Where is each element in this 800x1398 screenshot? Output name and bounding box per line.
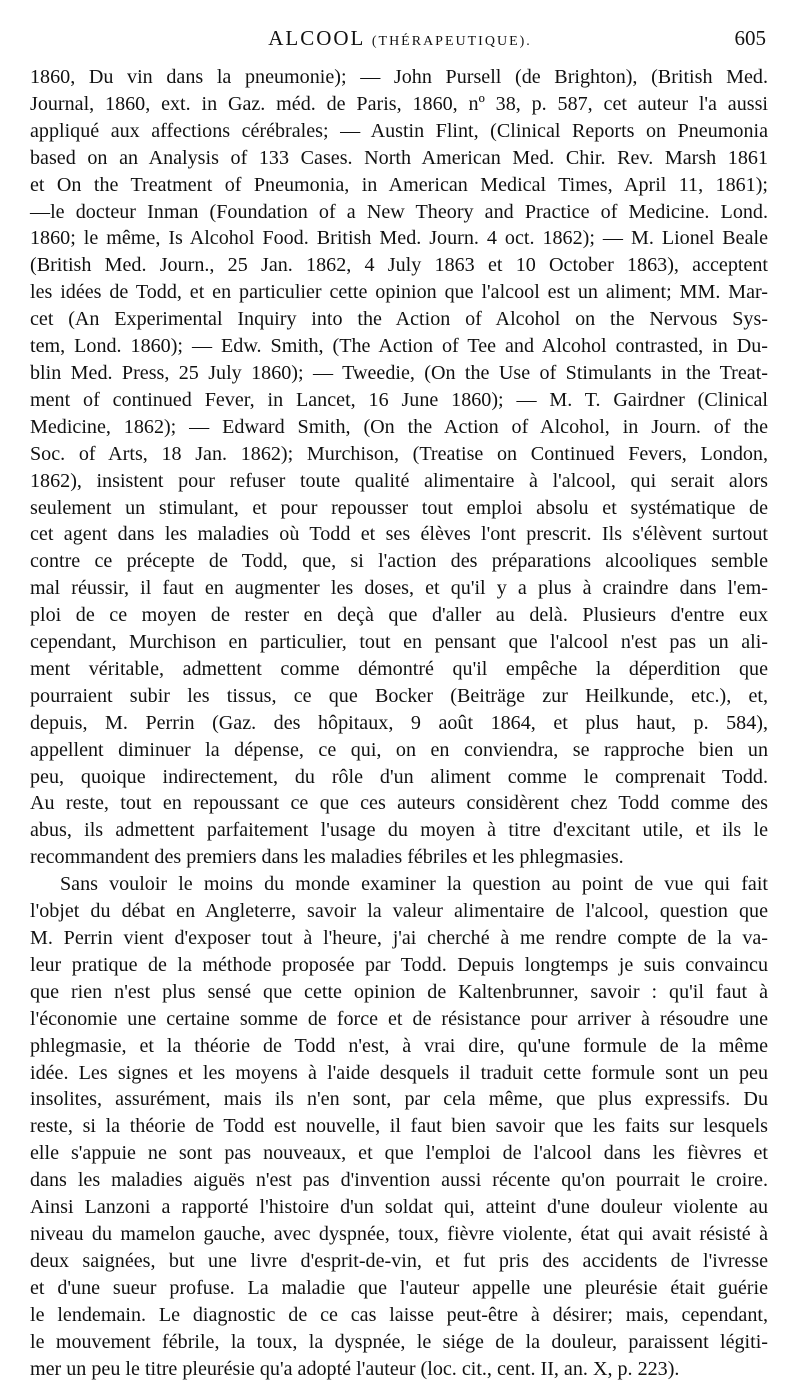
text-line: cet (An Experimental Inquiry into the Action of Alcohol on the Nervous Sys- [30, 308, 768, 331]
text-line: 1860; le même, Is Alcohol Food. British Med. Journ. 4 oct. 1862); — M. Lionel Beale [30, 227, 768, 250]
text-line: elle s'appuie ne sont pas nouveaux, et que l'emploi de l'alcool dans les fièvres et [30, 1142, 768, 1165]
running-title [0, 26, 800, 51]
text-line: l'économie une certaine somme de force et de résistance pour arriver à résoudre une [30, 1007, 768, 1030]
text-line: abus, ils admettent parfaitement l'usage du moyen à titre d'excitant utile, et ils le [30, 819, 768, 842]
text-line: Ainsi Lanzoni a rapporté l'histoire d'un soldat qui, atteint d'une douleur violente au [30, 1196, 768, 1219]
text-line: mal réussir, il faut en augmenter les doses, et qu'il y a plus à craindre dans l'em- [30, 577, 768, 600]
text-line: Sans vouloir le moins du monde examiner la question au point de vue qui fait [60, 873, 768, 896]
text-line: le mouvement fébrile, la toux, la dyspnée, le siége de la douleur, paraissent légiti- [30, 1330, 768, 1353]
running-title-main: ALCOOL [268, 26, 365, 50]
text-line: idée. Les signes et les moyens à l'aide desquels il traduit cette formule sont un peu [30, 1061, 768, 1084]
text-line: (British Med. Journ., 25 Jan. 1862, 4 July 1863 et 10 October 1863), acceptent [30, 254, 768, 277]
text-line: ploi de ce moyen de rester en deçà que d'aller au delà. Plusieurs d'entre eux [30, 604, 768, 627]
text-line: Au reste, tout en repoussant ce que ces auteurs considèrent chez Todd comme des [30, 792, 768, 815]
text-line: reste, si la théorie de Todd est nouvelle, il faut bien savoir que les faits sur lesquels [30, 1115, 768, 1138]
text-line: Journal, 1860, ext. in Gaz. méd. de Paris, 1860, nº 38, p. 587, cet auteur l'a aussi [30, 92, 768, 115]
page-header [0, 26, 800, 58]
text-line: ment véritable, admettent comme démontré qu'il empêche la déperdition que [30, 657, 768, 680]
text-line: et On the Treatment of Pneumonia, in American Medical Times, April 11, 1861); [30, 173, 768, 196]
text-line: leur pratique de la méthode proposée par Todd. Depuis longtemps je suis convaincu [30, 953, 768, 976]
text-line: et d'une sueur profuse. La maladie que l'auteur appelle une pleurésie était guérie [30, 1276, 768, 1299]
text-line: Soc. of Arts, 18 Jan. 1862); Murchison, (Treatise on Continued Fevers, London, [30, 442, 768, 465]
text-line: phlegmasie, et la théorie de Todd n'est, à vrai dire, qu'une formule de la même [30, 1034, 768, 1057]
text-line: Medicine, 1862); — Edward Smith, (On the Action of Alcohol, in Journ. of the [30, 415, 768, 438]
text-line: appellent diminuer la dépense, ce qui, on en conviendra, se rapproche bien un [30, 738, 768, 761]
text-line: blin Med. Press, 25 July 1860); — Tweedie, (On the Use of Stimulants in the Treat- [30, 361, 768, 384]
text-line: based on an Analysis of 133 Cases. North American Med. Chir. Rev. Marsh 1861 [30, 146, 768, 169]
text-line: mer un peu le titre pleurésie qu'a adopté l'auteur (loc. cit., cent. II, an. X, p. 223). [30, 1357, 680, 1380]
text-line: ment of continued Fever, in Lancet, 16 June 1860); — M. T. Gairdner (Clinical [30, 388, 768, 411]
text-line: appliqué aux affections cérébrales; — Austin Flint, (Clinical Reports on Pneumonia [30, 119, 768, 142]
text-line: recommandent des premiers dans les maladies fébriles et les phlegmasies. [30, 846, 624, 869]
text-line: l'objet du débat en Angleterre, savoir la valeur alimentaire de l'alcool, question que [30, 900, 768, 923]
text-line: tem, Lond. 1860); — Edw. Smith, (The Action of Tee and Alcohol contrasted, in Du- [30, 335, 768, 358]
text-line: cet agent dans les maladies où Todd et ses élèves l'ont prescrit. Ils s'élèvent surtout [30, 523, 768, 546]
text-line: M. Perrin vient d'exposer tout à l'heure, j'ai cherché à me rendre compte de la va- [30, 927, 768, 949]
text-line: cependant, Murchison en particulier, tout en pensant que l'alcool n'est pas un ali- [30, 631, 768, 654]
text-line: 1862), insistent pour refuser toute qualité alimentaire à l'alcool, qui serait alors [30, 469, 768, 492]
text-line: que rien n'est plus sensé que cette opinion de Kaltenbrunner, savoir : qu'il faut à [30, 980, 768, 1003]
text-line: insolites, assurément, mais ils n'en sont, par cela même, que plus expressifs. Du [30, 1088, 768, 1111]
text-line: 1860, Du vin dans la pneumonie); — John Pursell (de Brighton), (British Med. [30, 66, 768, 88]
text-line: deux saignées, but une livre d'esprit-de-vin, et fut pris des accidents de l'ivresse [30, 1249, 768, 1272]
text-line: les idées de Todd, et en particulier cette opinion que l'alcool est un aliment; MM. Mar- [30, 281, 768, 304]
text-line: dans les maladies aiguës n'est pas d'invention aussi récente qu'on pourrait le croire. [30, 1169, 768, 1192]
body-text [30, 64, 768, 1382]
text-line: peu, quoique indirectement, du rôle d'un aliment comme le comprenait Todd. [30, 765, 768, 788]
running-title-subtitle: (THÉRAPEUTIQUE). [371, 34, 532, 49]
text-line: le lendemain. Le diagnostic de ce cas laisse peut-être à désirer; mais, cependant, [30, 1303, 768, 1326]
text-line: depuis, M. Perrin (Gaz. des hôpitaux, 9 août 1864, et plus haut, p. 584), [30, 711, 768, 734]
text-line: seulement un stimulant, et pour repousser tout emploi absolu et systématique de [30, 496, 768, 519]
text-line: —le docteur Inman (Foundation of a New Theory and Practice of Medicine. Lond. [30, 200, 768, 223]
text-line: niveau du mamelon gauche, avec dyspnée, toux, fièvre violente, état qui avait résisté à [30, 1222, 768, 1245]
text-line: pourraient subir les tissus, ce que Bocker (Beiträge zur Heilkunde, etc.), et, [30, 684, 768, 707]
text-line: contre ce précepte de Todd, que, si l'action des préparations alcooliques semble [30, 550, 768, 573]
page-number: 605 [734, 26, 766, 50]
